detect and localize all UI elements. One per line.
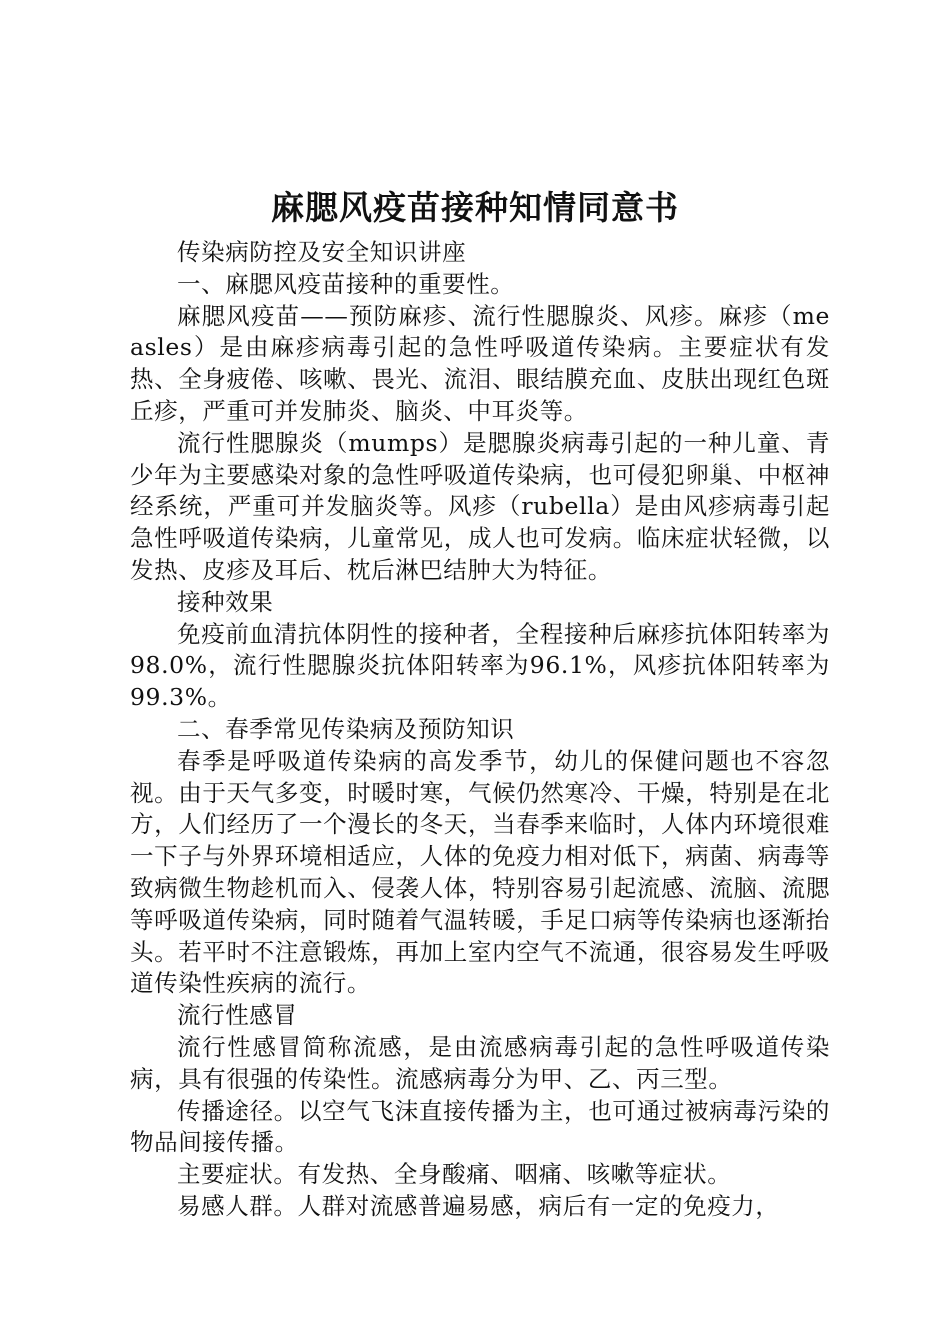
paragraph-symptoms: 主要症状。有发热、全身酸痛、咽痛、咳嗽等症状。 [177, 1160, 732, 1189]
subheading-vaccination-effect: 接种效果 [177, 587, 274, 616]
document-body [130, 237, 830, 1223]
section-heading-2: 二、春季常见传染病及预防知识 [177, 714, 515, 743]
paragraph-spring-diseases: 春季是呼吸道传染病的高发季节，幼儿的保健问题也不容忽视。由于天气多变，时暖时寒，气候仍然寒冷、干燥，特别是在北方，人们经历了一个漫长的冬天，当春季来临时，人体内环境很难一下子与外界环境相适应，人体的免疫力相对低下，病菌、病毒等致病微生物趁机而入、侵袭人体，特别容易引起流感、流脑、流腮等呼吸道传染病，同时随着气温转暖，手足口病等传染病也逐渐抬头。若平时不注意锻炼，再加上室内空气不流通，很容易发生呼吸道传染性疾病的流行。 [130, 746, 830, 998]
section-heading-1: 一、麻腮风疫苗接种的重要性。 [177, 269, 515, 298]
document-title: 麻腮风疫苗接种知情同意书 [271, 188, 679, 227]
subheading-influenza: 流行性感冒 [177, 1001, 298, 1030]
paragraph-influenza: 流行性感冒简称流感，是由流感病毒引起的急性呼吸道传染病，具有很强的传染性。流感病毒分为甲、乙、丙三型。 [130, 1032, 830, 1093]
lecture-heading: 传染病防控及安全知识讲座 [177, 238, 467, 266]
paragraph-transmission: 传播途径。以空气飞沫直接传播为主，也可通过被病毒污染的物品间接传播。 [130, 1096, 830, 1157]
paragraph-mumps-rubella: 流行性腮腺炎（mumps）是腮腺炎病毒引起的一种儿童、青少年为主要感染对象的急性呼吸道传染病，也可侵犯卵巢、中枢神经系统，严重可并发脑炎等。风疹（rubella）是由风疹病毒引起急性呼吸道传染病，儿童常见，成人也可发病。临床症状轻微，以发热、皮疹及耳后、枕后淋巴结肿大为特征。 [130, 428, 830, 584]
paragraph-seroconversion: 免疫前血清抗体阴性的接种者，全程接种后麻疹抗体阳转率为98.0%，流行性腮腺炎抗体阳转率为96.1%，风疹抗体阳转率为99.3%。 [130, 619, 830, 712]
paragraph-measles: 麻腮风疫苗——预防麻疹、流行性腮腺炎、风疹。麻疹（measles）是由麻疹病毒引起的急性呼吸道传染病。主要症状有发热、全身疲倦、咳嗽、畏光、流泪、眼结膜充血、皮肤出现红色斑丘疹，严重可并发肺炎、脑炎、中耳炎等。 [130, 301, 830, 425]
paragraph-susceptible: 易感人群。人群对流感普遍易感，病后有一定的免疫力， [177, 1191, 780, 1220]
